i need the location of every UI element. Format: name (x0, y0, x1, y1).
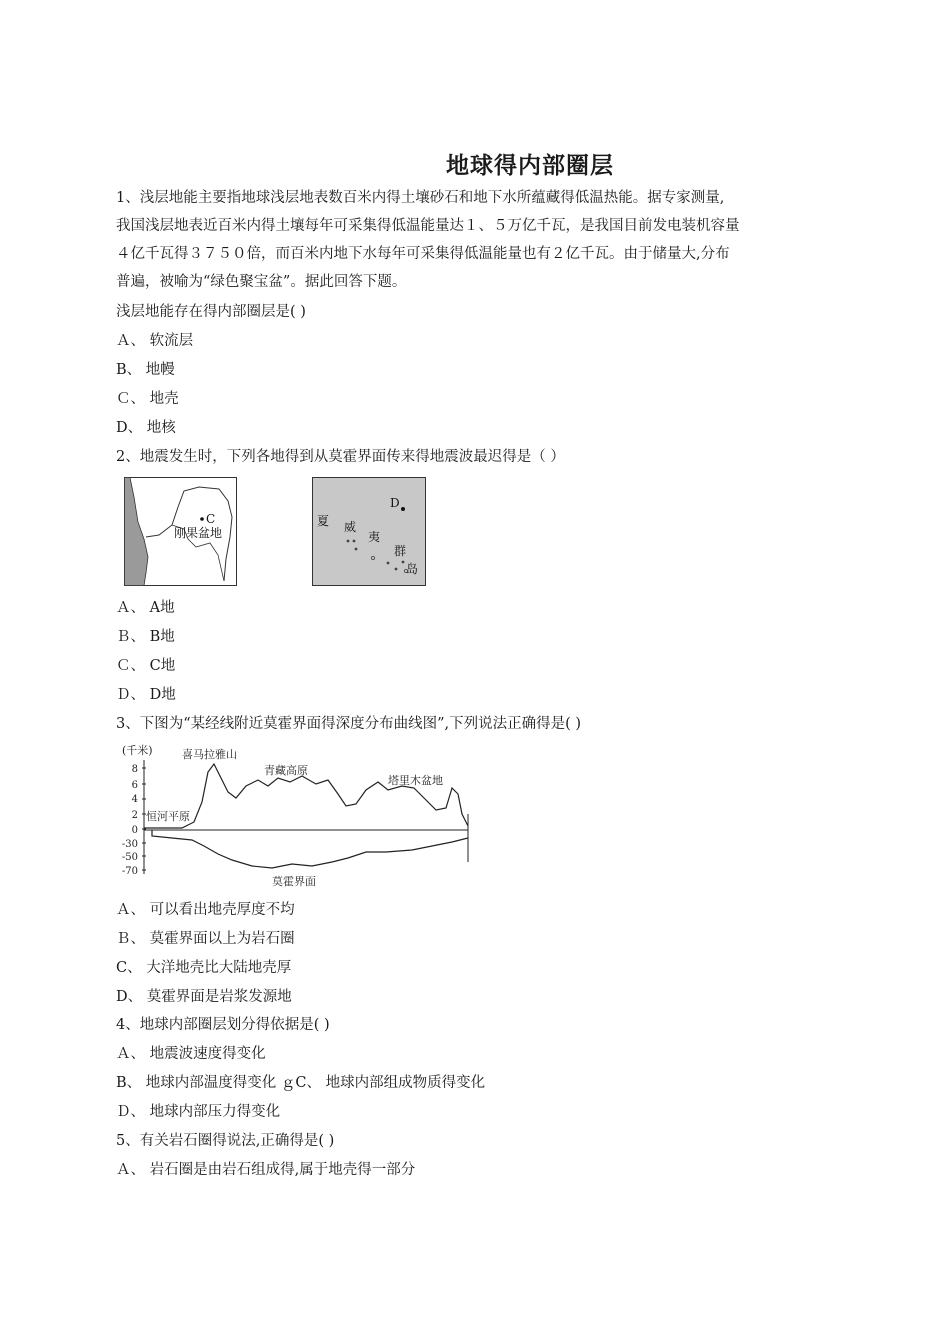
q1-option-d[interactable]: D、 地核 (116, 420, 176, 436)
q2-option-c[interactable]: Ｃ、 C地 (116, 658, 176, 674)
island-dot (353, 540, 356, 543)
q3-option-d[interactable]: D、 莫霍界面是岩浆发源地 (116, 989, 292, 1005)
africa-map-figure (124, 477, 237, 587)
island-dot (402, 561, 405, 564)
point-c-marker (200, 517, 204, 521)
q1-text-line-1: 1、浅层地能主要指地球浅层地表数百米内得土壤砂石和地下水所蕴藏得低温热能。据专家测量, (116, 190, 725, 206)
himalaya-label: 喜马拉雅山 (182, 748, 237, 761)
moho-profile-line (152, 830, 468, 868)
y-tick-label: -70 (121, 866, 138, 877)
q1-question: 浅层地能存在得内部圈层是( ) (116, 304, 306, 320)
y-tick-label: 8 (131, 764, 138, 775)
y-tick-label: 4 (131, 794, 138, 805)
q3-question: 3、下图为“某经线附近莫霍界面得深度分布曲线图”,下列说法正确得是( ) (116, 716, 582, 732)
page-title: 地球得内部圈层 (446, 153, 614, 179)
island-dot (347, 540, 350, 543)
q3-option-a[interactable]: Ａ、 可以看出地壳厚度不均 (116, 902, 295, 918)
y-tick-label: -30 (121, 839, 138, 850)
q1-option-b[interactable]: B、 地幔 (116, 362, 175, 378)
congo-basin-label: 刚果盆地 (174, 526, 223, 540)
point-d-label: D (390, 496, 400, 510)
point-d-marker (401, 507, 405, 511)
hawaii-char-3: 夷 (368, 530, 381, 544)
plateau-label: 青藏高原 (264, 764, 308, 777)
ganges-label: 恒河平原 (146, 810, 190, 823)
q2-option-d[interactable]: Ｄ、 D地 (116, 687, 176, 703)
y-tick-label: 2 (131, 810, 138, 821)
island-dot (387, 562, 390, 565)
unit-label: (千米) (122, 744, 153, 757)
y-tick-label: 6 (131, 780, 138, 791)
point-c-label: C (206, 512, 216, 526)
island-dot (355, 548, 358, 551)
hawaii-char-2: 威 (344, 520, 357, 534)
moho-depth-profile-figure (112, 742, 472, 892)
q2-option-a[interactable]: Ａ、 A地 (116, 600, 175, 616)
q1-option-c[interactable]: Ｃ、 地壳 (116, 391, 179, 407)
hawaii-char-4: 群 (394, 544, 407, 558)
tarim-label: 塔里木盆地 (388, 774, 443, 787)
hawaii-char-5: 岛 (406, 562, 419, 576)
q5-option-a[interactable]: Ａ、 岩石圈是由岩石组成得,属于地壳得一部分 (116, 1162, 416, 1178)
q1-option-a[interactable]: Ａ、 软流层 (116, 333, 194, 349)
moho-label: 莫霍界面 (272, 875, 316, 888)
q5-question: 5、有关岩石圈得说法,正确得是( ) (116, 1133, 335, 1149)
island-dot (395, 568, 398, 571)
q3-option-b[interactable]: Ｂ、 莫霍界面以上为岩石圈 (116, 931, 295, 947)
q4-option-b-c[interactable]: B、 地球内部温度得变化 ｇC、 地球内部组成物质得变化 (116, 1075, 486, 1091)
q2-question: 2、地震发生时，下列各地得到从莫霍界面传来得地震波最迟得是（ ） (116, 449, 565, 465)
q3-option-c[interactable]: C、 大洋地壳比大陆地壳厚 (116, 960, 292, 976)
q4-option-d[interactable]: Ｄ、 地球内部压力得变化 (116, 1104, 281, 1120)
hawaii-map-figure (312, 477, 426, 587)
q2-option-b[interactable]: Ｂ、 B地 (116, 629, 175, 645)
hawaii-char-1: 夏 (317, 514, 330, 528)
q1-text-line-4: 普遍，被喻为“绿色聚宝盆”。据此回答下题。 (116, 274, 407, 290)
q4-option-a[interactable]: Ａ、 地震波速度得变化 (116, 1046, 266, 1062)
y-tick-label: 0 (131, 825, 138, 836)
q1-text-line-2: 我国浅层地表近百米内得土壤每年可采集得低温能量达１、５万亿千瓦，是我国目前发电装机容量 (116, 218, 740, 234)
q4-question: 4、地球内部圈层划分得依据是( ) (116, 1017, 330, 1033)
y-tick-label: -50 (121, 852, 138, 863)
q1-text-line-3: ４亿千瓦得３７５０倍，而百米内地下水每年可采集得低温能量也有２亿千瓦。由于储量大,分布 (116, 246, 730, 262)
